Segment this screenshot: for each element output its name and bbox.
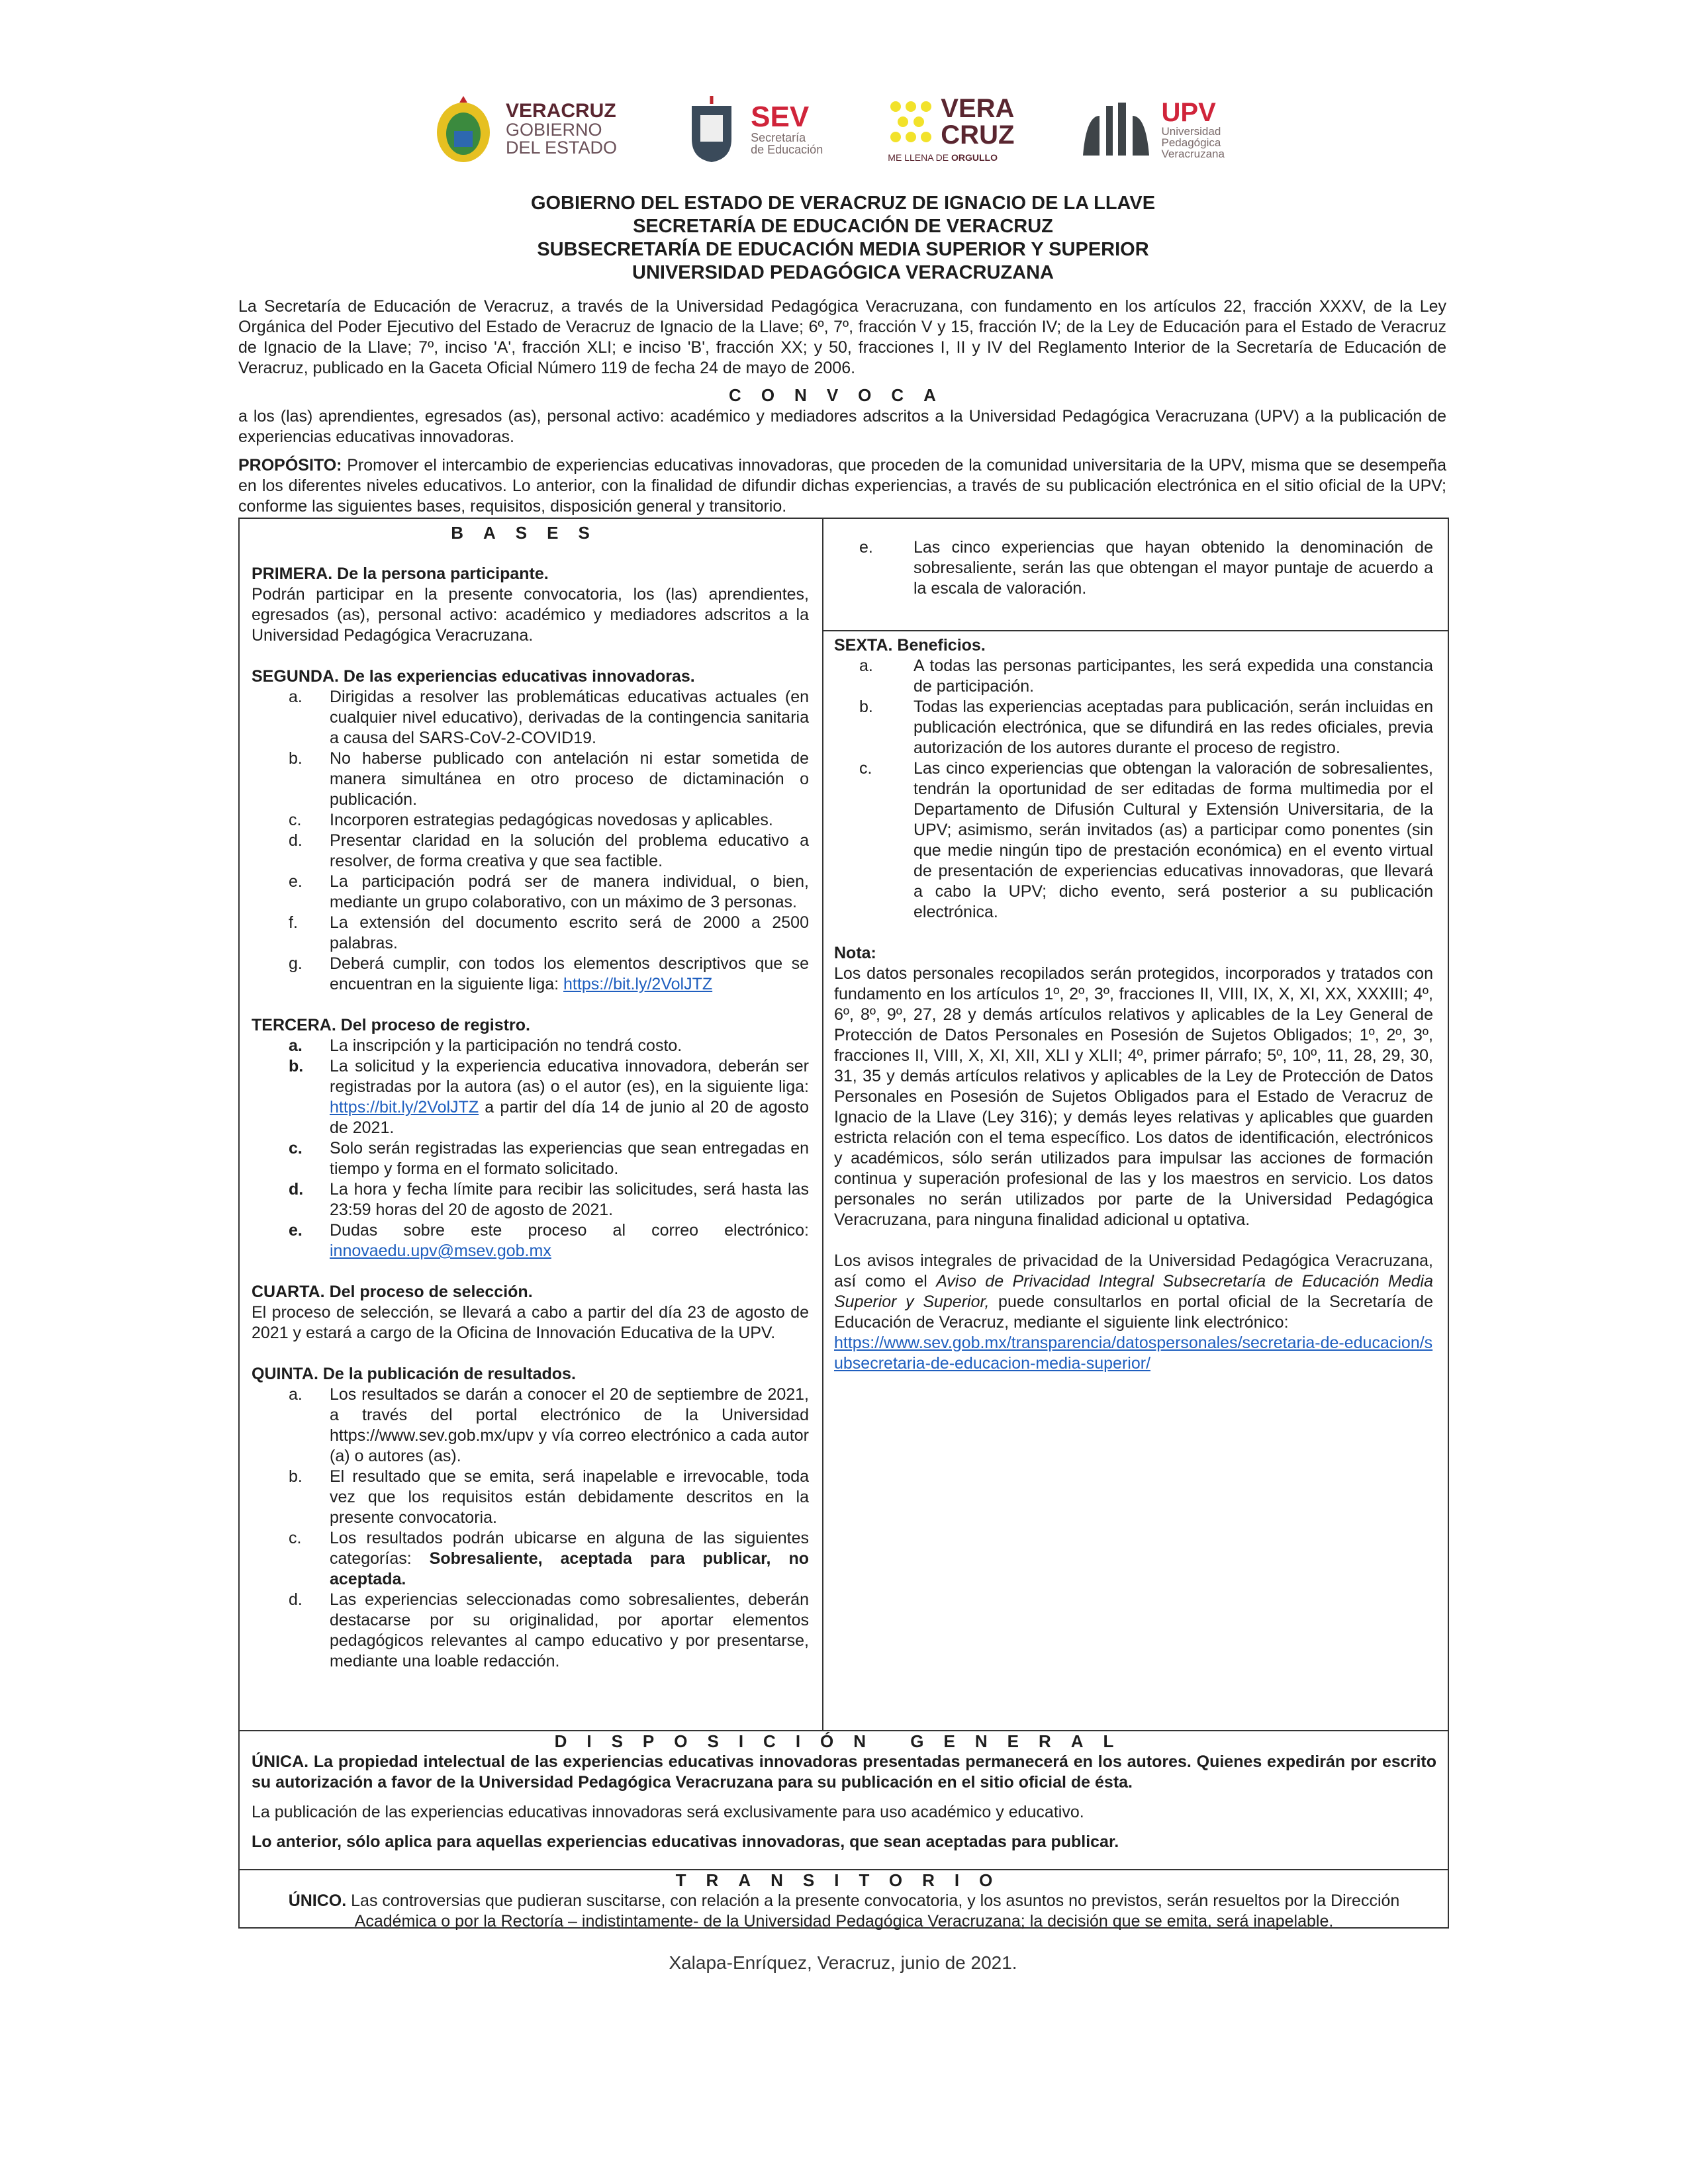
section-tercera: TERCERA. Del proceso de registro. a. La inscripción y la participación no tendrá costo. b. La solicitud y la experiencia educativa innovadora, deberán ser registradas por la autora (as) o el autor (es), en la siguiente liga: https://bit.ly/2VolJTZ a partir del día 14 de junio al 20 de agosto de 2021. c. Solo serán registradas las experiencias que sean entregadas en tiempo y forma en el formato solicitado. d. La hora y fecha límite para recibir las solicitudes, será hasta las 23:59 horas del 20 de agosto de 2021. e. Dudas sobre este proceso al correo electrónico: innovaedu.upv@msev.gob.mx [252, 1016, 809, 1260]
list-item: d. La hora y fecha límite para recibir las solicitudes, será hasta las 23:59 horas del 20 de agosto de 2021. [289, 1180, 809, 1219]
email-link[interactable]: innovaedu.upv@msev.gob.mx [330, 1242, 551, 1260]
privacy-link[interactable]: https://www.sev.gob.mx/transparencia/datospersonales/secretaria-de-educacion/subsecretaria-de-educacion-media-superior/ [834, 1334, 1433, 1373]
list-item: d. Presentar claridad en la solución del problema educativo a resolver, de forma creativa y que sea factible. [289, 831, 809, 870]
list-item: a. Los resultados se darán a conocer el 20 de septiembre de 2021, a través del portal electrónico de la Universidad https://www.sev.gob.mx/upv y vía correo electrónico a cada autor (a) o autores (as). [289, 1385, 809, 1465]
left-column [252, 523, 809, 1672]
list-item: c. Los resultados podrán ubicarse en alguna de las siguientes categorías: Sobresaliente, aceptada para publicar, no aceptada. [289, 1529, 809, 1588]
disposicion-general: DISPOSICIÓN GENERAL ÚNICA. La propiedad intelectual de las experiencias educativas innovadoras presentadas permanecerá en los autores. Quienes expedirán por escrito su autorización a favor de la Universidad Pedagógica Veracruzana para su publicación en el sitio oficial de ésta. La publicación de las experiencias educativas innovadoras será exclusivamente para uso académico y educativo. Lo anterior, sólo aplica para aquellas experiencias educativas innovadoras, que sean aceptadas para publicar. [252, 1731, 1436, 1851]
title-line: SECRETARÍA DE EDUCACIÓN DE VERACRUZ [633, 216, 1053, 237]
list-item: a. La inscripción y la participación no tendrá costo. [289, 1036, 682, 1055]
bases-table [238, 518, 1449, 1929]
section-segunda: SEGUNDA. De las experiencias educativas innovadoras. a. Dirigidas a resolver las problemáticas educativas actuales (en cualquier nivel educativo), derivadas de la contingencia sanitaria a causa del SARS-CoV-2-COVID19. b. No haberse publicado con antelación ni estar sometida de manera simultánea en otro proceso de dictaminación o publicación. c. Incorporen estrategias pedagógicas novedosas y aplicables. d. Presentar claridad en la solución del problema educativo a resolver, de forma creativa y que sea factible. e. La participación podrá ser de manera individual, o bien, mediante un grupo colaborativo, con un máximo de 3 personas. f. La extensión del documento escrito será de 2000 a 2500 palabras. g. Deberá cumplir, con todos los elementos descriptivos que se encuentran en la siguiente liga: https://bit.ly/2VolJTZ [252, 667, 809, 993]
row-divider [823, 630, 1448, 631]
section-quinta: QUINTA. De la publicación de resultados. a. Los resultados se darán a conocer el 20 de septiembre de 2021, a través del portal electrónico de la Universidad https://www.sev.gob.mx/upv y vía correo electrónico a cada autor (a) o autores (as). b. El resultado que se emita, será inapelable e irrevocable, toda vez que los requisitos están debidamente descritos en la presente convocatoria. c. Los resultados podrán ubicarse en alguna de las siguientes categorías: Sobresaliente, aceptada para publicar, no aceptada. d. Las experiencias seleccionadas como sobresalientes, deberán destacarse por su originalidad, por aportar elementos pedagógicos relevantes al campo educativo y por presentarse, mediante una loable redacción. [252, 1365, 809, 1670]
disposicion-heading: DISPOSICIÓN GENERAL [554, 1731, 1134, 1751]
logo-upv: UPV Universidad Pedagógica Veracruzana [1080, 99, 1225, 159]
list-item: c. Solo serán registradas las experiencias que sean entregadas en tiempo y forma en el formato solicitado. [289, 1139, 809, 1178]
section-primera: PRIMERA. De la persona participante. Podrán participar en la presente convocatoria, los (las) aprendientes, egresados (as), personal activo: académico y mediadores adscritos a la Universidad Pedagógica Veracruzana. [252, 565, 809, 645]
title-line: SUBSECRETARÍA DE EDUCACIÓN MEDIA SUPERIOR Y SUPERIOR [537, 239, 1149, 260]
section-nota: Nota: Los datos personales recopilados serán protegidos, incorporados y tratados con fundamento en los artículos 1º, 2º, 3º, fracciones II, VIII, IX, X, XI, XX, XXXIII; 4º, 6º, 8º, 9º, 27, 28 y demás artículos relativos y aplicables de la Ley General de Protección de Datos Personales en Posesión de Sujetos Obligados; 1º, 2º, 3º, fracciones II, VIII, X, XI, XII, XLI y XLII; 4º, primer párrafo; 5º, 10º, 11, 28, 29, 30, 31, 35 y demás artículos relativos y aplicables de la Ley de Protección de Datos Personales en Posesión de Sujetos Obligados para el Estado de Veracruz de Ignacio de la Llave (Ley 316); y demás leyes relativas y aplicables que guarden estricta relación con el tema específico. Los datos de identificación, electrónicos y académicos, sólo serán utilizados para impulsar las acciones de formación continua y superación profesional de las y los maestros en servicio. Los datos personales no serán utilizados por parte de la Universidad Pedagógica Veracruzana, para ninguna finalidad adicional u optativa. Los avisos integrales de privacidad de la Universidad Pedagógica Veracruzana, así como el Aviso de Privacidad Integral Subsecretaría de Educación Media Superior y Superior, puede consultarlos en portal oficial de la Secretaría de Educación de Veracruz, mediante el siguiente link electrónico: https://www.sev.gob.mx/transparencia/datospersonales/secretaria-de-educacion/subsecretaria-de-educacion-media-superior/ [834, 944, 1434, 1373]
registration-link[interactable]: https://bit.ly/2VolJTZ [330, 1098, 479, 1116]
list-item: a. A todas las personas participantes, les será expedida una constancia de participación. [859, 657, 1433, 696]
transitorio: TRANSITORIO ÚNICO. Las controversias que pudieran suscitarse, con relación a la presente convocatoria, y los asuntos no previstos, serán resueltos por la Dirección Académica o por la Rectoría – indistintamente- de la Universidad Pedagógica Veracruzana; la decisión que se emita, será inapelable. [252, 1870, 1436, 1932]
section-cuarta: CUARTA. Del proceso de selección. El proceso de selección, se llevará a cabo a partir del día 23 de agosto de 2021 y estará a cargo de la Oficina de Innovación Educativa de la UPV. [252, 1283, 809, 1342]
list-item: c. Las cinco experiencias que obtengan la valoración de sobresalientes, tendrán la oportunidad de ser editadas de forma multimedia por el Departamento de Difusión Cultural y Extensión Universitaria, de la UPV; asimismo, serán invitados (as) a participar como ponentes (sin que medie ningún tipo de prestación económica) en el evento virtual de presentación de experiencias educativas innovadoras, que llevará a cabo la UPV; dicho evento, será posterior a su publicación electrónica. [859, 759, 1433, 921]
list-item: g. Deberá cumplir, con todos los elementos descriptivos que se encuentran en la siguiente liga: https://bit.ly/2VolJTZ [289, 954, 809, 993]
logo-bar [430, 89, 1225, 169]
list-item: e. La participación podrá ser de manera individual, o bien, mediante un grupo colaborativo, con un máximo de 3 personas. [289, 872, 809, 911]
upv-emblem-icon [1080, 99, 1152, 159]
convoca-text: a los (las) aprendientes, egresados (as), personal activo: académico y mediadores adscritos a la Universidad Pedagógica Veracruzana (UPV) a la publicación de experiencias educativas innovadoras. [238, 407, 1446, 446]
logo-veracruz-brand: VERA CRUZ ME LLENA DE ORGULLO [888, 94, 1015, 163]
yellow-pattern-icon [888, 99, 934, 145]
list-item: a. Dirigidas a resolver las problemáticas educativas actuales (en cualquier nivel educativo), derivadas de la contingencia sanitaria a causa del SARS-CoV-2-COVID19. [289, 688, 809, 747]
list-item: f. La extensión del documento escrito será de 2000 a 2500 palabras. [289, 913, 809, 952]
list-item: d. Las experiencias seleccionadas como sobresalientes, deberán destacarse por su originalidad, por aportar elementos pedagógicos relevantes al campo educativo y por presentarse, mediante una loable redacción. [289, 1590, 809, 1670]
place-date: Xalapa-Enríquez, Veracruz, junio de 2021. [669, 1952, 1017, 1973]
document-header [199, 192, 1487, 285]
list-item: b. El resultado que se emita, será inapelable e irrevocable, toda vez que los requisitos están debidamente descritos en la presente convocatoria. [289, 1467, 809, 1527]
column-divider [822, 519, 823, 1730]
section-sexta: SEXTA. Beneficios. a. A todas las personas participantes, les será expedida una constancia de participación. b. Todas las experiencias aceptadas para publicación, serán incluidas en publicación electrónica, que se difundirá en las redes oficiales, previa autorización de los autores durante el proceso de registro. c. Las cinco experiencias que obtengan la valoración de sobresalientes, tendrán la oportunidad de ser editadas de forma multimedia por el Departamento de Difusión Cultural y Extensión Universitaria, de la UPV; asimismo, serán invitados (as) a participar como ponentes (sin que medie ningún tipo de prestación económica) en el evento virtual de presentación de experiencias educativas innovadoras, que llevará a cabo la UPV; dicho evento, será posterior a su publicación electrónica. [834, 636, 1433, 921]
title-line: UNIVERSIDAD PEDAGÓGICA VERACRUZANA [632, 262, 1054, 283]
list-item: b. La solicitud y la experiencia educativa innovadora, deberán ser registradas por la autora (as) o el autor (es), en la siguiente liga: https://bit.ly/2VolJTZ a partir del día 14 de junio al 20 de agosto de 2021. [289, 1057, 809, 1137]
list-item: b. Todas las experiencias aceptadas para publicación, serán incluidas en publicación electrónica, que se difundirá en las redes oficiales, previa autorización de los autores durante el proceso de registro. [859, 698, 1433, 757]
list-item: e. Las cinco experiencias que hayan obtenido la denominación de sobresaliente, serán las que obtengan el mayor puntaje de acuerdo a la escala de valoración. [859, 538, 1433, 598]
sev-shield-icon [682, 93, 741, 165]
convoca-heading: CONVOCA [729, 385, 956, 405]
coat-of-arms-icon [430, 93, 496, 165]
list-item: e. Dudas sobre este proceso al correo electrónico: innovaedu.upv@msev.gob.mx [289, 1221, 809, 1260]
logo-gobierno-veracruz: VERACRUZ GOBIERNO DEL ESTADO [430, 93, 617, 165]
form-link[interactable]: https://bit.ly/2VolJTZ [563, 975, 713, 993]
transitorio-heading: TRANSITORIO [675, 1870, 1013, 1890]
logo-sev: SEV Secretaría de Educación [682, 93, 823, 165]
list-item: b. No haberse publicado con antelación ni estar sometida de manera simultánea en otro proceso de dictaminación o publicación. [289, 749, 809, 809]
title-line: GOBIERNO DEL ESTADO DE VERACRUZ DE IGNACIO DE LA LLAVE [530, 193, 1156, 214]
bases-heading: BASES [451, 523, 610, 543]
right-column-top [834, 537, 1433, 599]
list-item: c. Incorporen estrategias pedagógicas novedosas y aplicables. [289, 811, 773, 829]
proposito-paragraph: PROPÓSITO: Promover el intercambio de experiencias educativas innovadoras, que proceden de la comunidad universitaria de la UPV, misma que se desempeña en los diferentes niveles educativos. Lo anterior, con la finalidad de difundir dichas experiencias, a través de su publicación electrónica en el sitio oficial de la UPV; conforme las siguientes bases, requisitos, disposición general y transitorio. [238, 456, 1446, 516]
intro-paragraph: La Secretaría de Educación de Veracruz, a través de la Universidad Pedagógica Veracruzana, con fundamento en los artículos 22, fracción XXXV, de la Ley Orgánica del Poder Ejecutivo del Estado de Veracruz de Ignacio de la Llave; 6º, 7º, fracción V y 15, fracción IV; de la Ley de Educación para el Estado de Veracruz de Ignacio de la Llave; 7º, inciso 'A', fracción XLI; e inciso 'B', fracción XX; y 50, fracciones I, II y IV del Reglamento Interior de la Secretaría de Educación de Veracruz, publicado en la Gaceta Oficial Número 119 de fecha 24 de mayo de 2006. [238, 297, 1446, 377]
right-column [834, 635, 1433, 1374]
